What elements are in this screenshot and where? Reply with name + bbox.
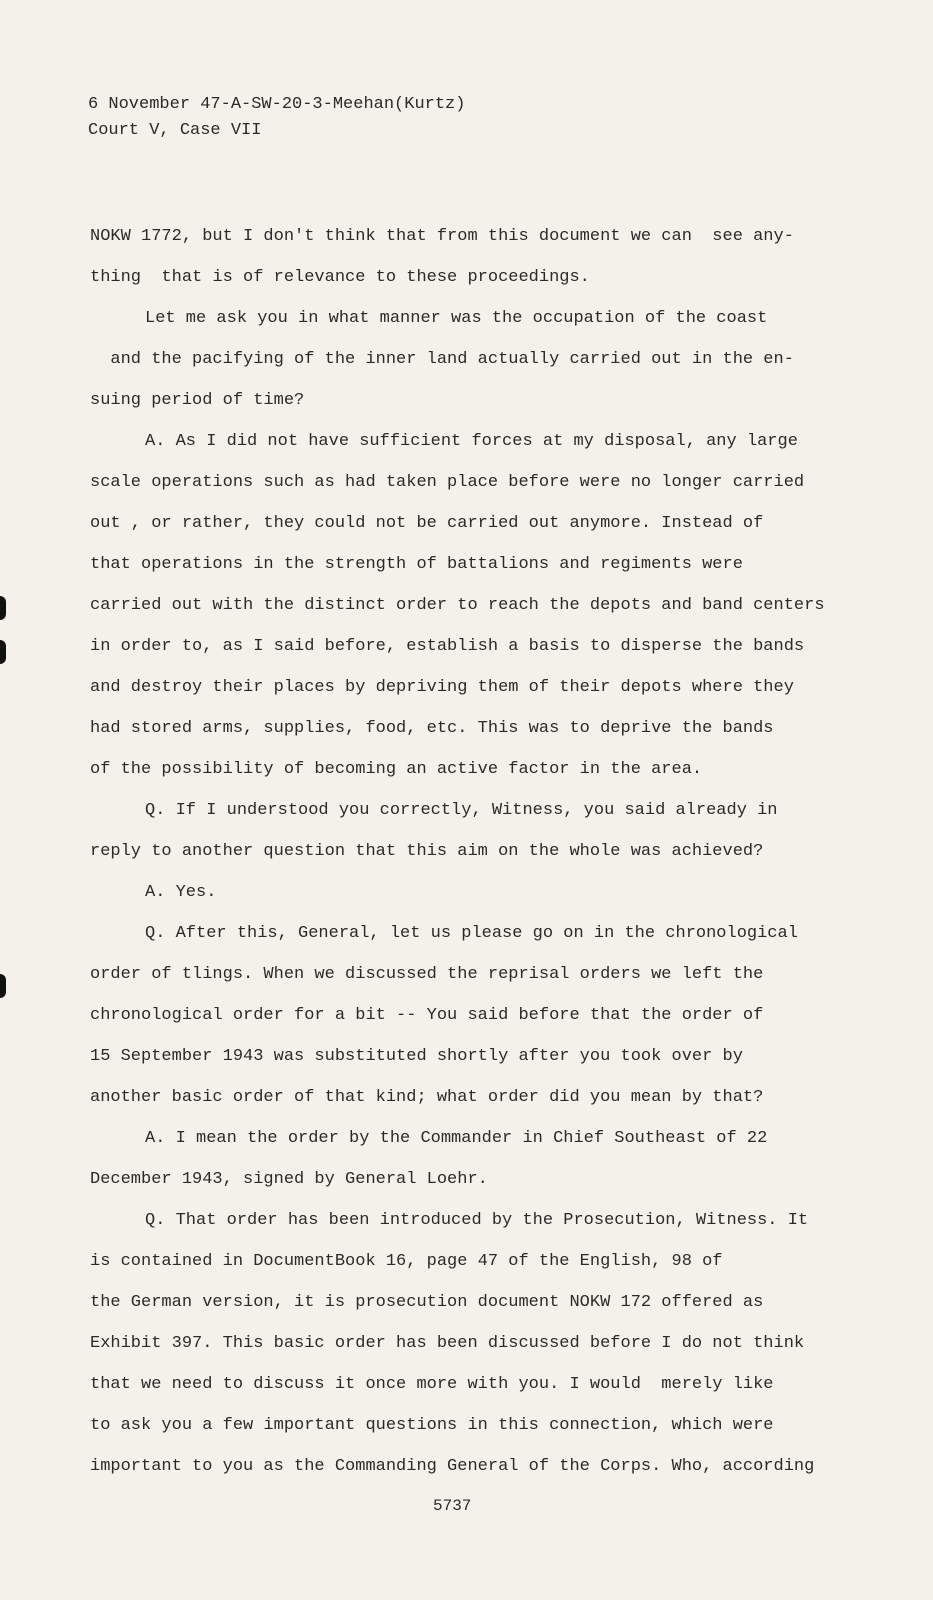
transcript-line: reply to another question that this aim on the whole was achieved?	[90, 842, 764, 861]
transcript-line: suing period of time?	[90, 391, 305, 410]
header-date-reference: 6 November 47-A-SW-20-3-Meehan(Kurtz)	[88, 95, 466, 114]
transcript-line: order of tlings. When we discussed the reprisal orders we left the	[90, 965, 764, 984]
punch-hole-mark	[0, 596, 6, 620]
transcript-line: 15 September 1943 was substituted shortly after you took over by	[90, 1047, 743, 1066]
transcript-line: out , or rather, they could not be carried out anymore. Instead of	[90, 514, 764, 533]
transcript-line: is contained in DocumentBook 16, page 47 of the English, 98 of	[90, 1252, 723, 1271]
punch-hole-mark	[0, 974, 6, 998]
transcript-line: A. I mean the order by the Commander in Chief Southeast of 22	[145, 1129, 768, 1148]
document-header	[88, 92, 465, 144]
transcript-line: thing that is of relevance to these proceedings.	[90, 268, 590, 287]
transcript-line: A. As I did not have sufficient forces at my disposal, any large	[145, 432, 798, 451]
transcript-line: December 1943, signed by General Loehr.	[90, 1170, 488, 1189]
transcript-line: and the pacifying of the inner land actually carried out in the en-	[90, 350, 794, 369]
transcript-line: important to you as the Commanding General of the Corps. Who, according	[90, 1457, 815, 1476]
transcript-line: NOKW 1772, but I don't think that from this document we can see any-	[90, 227, 794, 246]
transcript-body	[90, 216, 890, 1487]
transcript-line: Q. That order has been introduced by the Prosecution, Witness. It	[145, 1211, 809, 1230]
transcript-line: another basic order of that kind; what order did you mean by that?	[90, 1088, 764, 1107]
transcript-line: the German version, it is prosecution document NOKW 172 offered as	[90, 1293, 764, 1312]
transcript-line: had stored arms, supplies, food, etc. This was to deprive the bands	[90, 719, 774, 738]
transcript-line: carried out with the distinct order to reach the depots and band centers	[90, 596, 825, 615]
transcript-line: Q. If I understood you correctly, Witness, you said already in	[145, 801, 778, 820]
transcript-line: of the possibility of becoming an active factor in the area.	[90, 760, 703, 779]
transcript-line: that we need to discuss it once more with you. I would merely like	[90, 1375, 774, 1394]
transcript-line: in order to, as I said before, establish a basis to disperse the bands	[90, 637, 805, 656]
header-court-case: Court V, Case VII	[88, 121, 262, 140]
transcript-line: chronological order for a bit -- You said before that the order of	[90, 1006, 764, 1025]
transcript-line: Q. After this, General, let us please go on in the chronological	[145, 924, 798, 943]
transcript-line: A. Yes.	[145, 883, 217, 902]
page-number: 5737	[433, 1497, 472, 1515]
transcript-line: to ask you a few important questions in this connection, which were	[90, 1416, 774, 1435]
transcript-line: Let me ask you in what manner was the occupation of the coast	[145, 309, 768, 328]
transcript-line: and destroy their places by depriving them of their depots where they	[90, 678, 794, 697]
transcript-line: scale operations such as had taken place before were no longer carried	[90, 473, 805, 492]
transcript-line: Exhibit 397. This basic order has been discussed before I do not think	[90, 1334, 805, 1353]
punch-hole-mark	[0, 640, 6, 664]
transcript-line: that operations in the strength of battalions and regiments were	[90, 555, 743, 574]
